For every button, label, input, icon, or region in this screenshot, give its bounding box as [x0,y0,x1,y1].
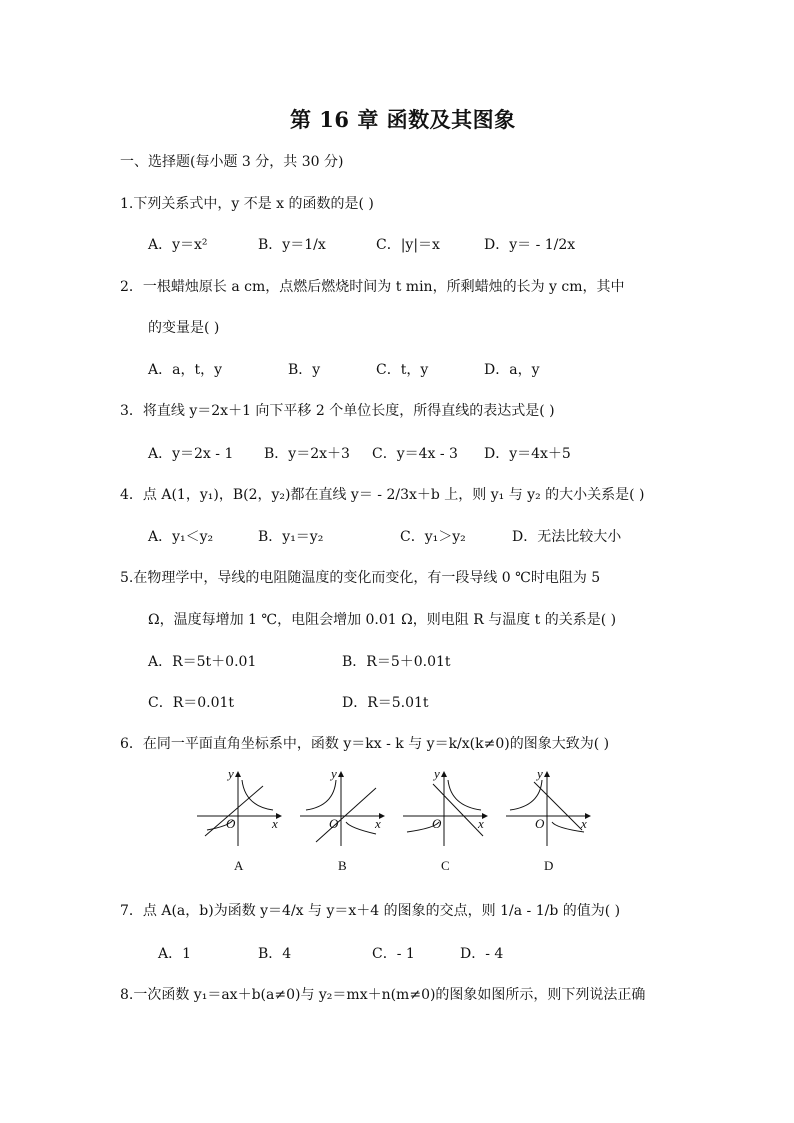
q6-b-origin: O [329,816,339,831]
q2-option-c: C．t，y [376,362,429,378]
q6-graph-b-label: B [338,858,347,873]
q2-stem-continued: 的变量是( ) [148,320,220,336]
q1-option-a: A．y＝x² [148,237,208,253]
q3-option-c: C．y＝4x - 3 [372,446,458,462]
q6-stem: 6．在同一平面直角坐标系中，函数 y＝kx - k 与 y＝k/x(k≠0)的图象大致为( ) [120,736,610,752]
q6-d-origin: O [535,816,545,831]
q7-option-b: B．4 [258,946,292,962]
q4-option-b: B．y₁＝y₂ [258,529,324,545]
q6-graph-d-label: D [544,858,554,873]
q7-option-d: D．- 4 [460,946,504,962]
q5-option-a: A．R＝5t＋0.01 [148,654,257,670]
q6-b-y-label: y [331,766,337,781]
q6-a-y-label: y [228,766,234,781]
q6-graph-b [298,768,388,848]
q1-stem: 1.下列关系式中，y 不是 x 的函数的是( ) [120,196,374,212]
q6-c-x-label: x [478,816,484,831]
q4-option-c: C．y₁＞y₂ [400,529,466,545]
q7-option-a: A．1 [158,946,192,962]
q6-d-y-label: y [537,766,543,781]
q1-option-c: C．|y|＝x [376,237,440,253]
q3-option-d: D．y＝4x＋5 [484,446,571,462]
q6-b-x-label: x [375,816,381,831]
q6-graph-c-label: C [441,858,450,873]
q4-stem: 4．点 A(1，y₁)，B(2，y₂)都在直线 y＝ - 2/3x＋b 上，则 y₁ 与 y₂ 的大小关系是( ) [120,487,645,503]
q6-c-y-label: y [434,766,440,781]
q5-stem: 5.在物理学中，导线的电阻随温度的变化而变化，有一段导线 0 ℃时电阻为 5 [120,570,601,586]
q5-option-b: B．R＝5＋0.01t [342,654,451,670]
q1-option-b: B．y＝1/x [258,237,326,253]
q4-option-a: A．y₁＜y₂ [148,529,214,545]
section-heading: 一、选择题(每小题 3 分，共 30 分) [120,154,344,170]
q2-option-b: B．y [288,362,321,378]
q2-stem: 2．一根蜡烛原长 a cm，点燃后燃烧时间为 t min，所剩蜡烛的长为 y cm，其中 [120,279,625,295]
q6-graph-c [401,768,491,848]
q6-c-origin: O [432,816,442,831]
q7-option-c: C．- 1 [372,946,415,962]
q2-option-a: A．a，t，y [148,362,222,378]
q6-a-origin: O [226,816,236,831]
q6-d-x-label: x [581,816,587,831]
q3-stem: 3．将直线 y＝2x＋1 向下平移 2 个单位长度，所得直线的表达式是( ) [120,403,555,419]
q6-a-x-label: x [272,816,278,831]
q2-option-d: D．a，y [484,362,540,378]
q3-option-b: B．y＝2x＋3 [264,446,350,462]
q8-stem: 8.一次函数 y₁＝ax＋b(a≠0)与 y₂＝mx＋n(m≠0)的图象如图所示，则下列说法正确 [120,987,646,1003]
q6-graph-d [504,768,594,848]
q5-stem-continued: Ω，温度每增加 1 ℃，电阻会增加 0.01 Ω，则电阻 R 与温度 t 的关系是( ) [148,612,617,628]
page-title: 第 16 章 函数及其图象 [290,107,516,132]
q5-option-d: D．R＝5.01t [342,695,429,711]
q5-option-c: C．R＝0.01t [148,695,235,711]
q1-option-d: D．y＝ - 1/2x [484,237,576,253]
q3-option-a: A．y＝2x - 1 [148,446,234,462]
q6-graph-a-label: A [234,858,244,873]
q7-stem: 7．点 A(a，b)为函数 y＝4/x 与 y＝x＋4 的图象的交点，则 1/a - 1/b 的值为( ) [120,903,621,919]
q6-graph-a [195,768,285,848]
q4-option-d: D．无法比较大小 [512,529,622,545]
